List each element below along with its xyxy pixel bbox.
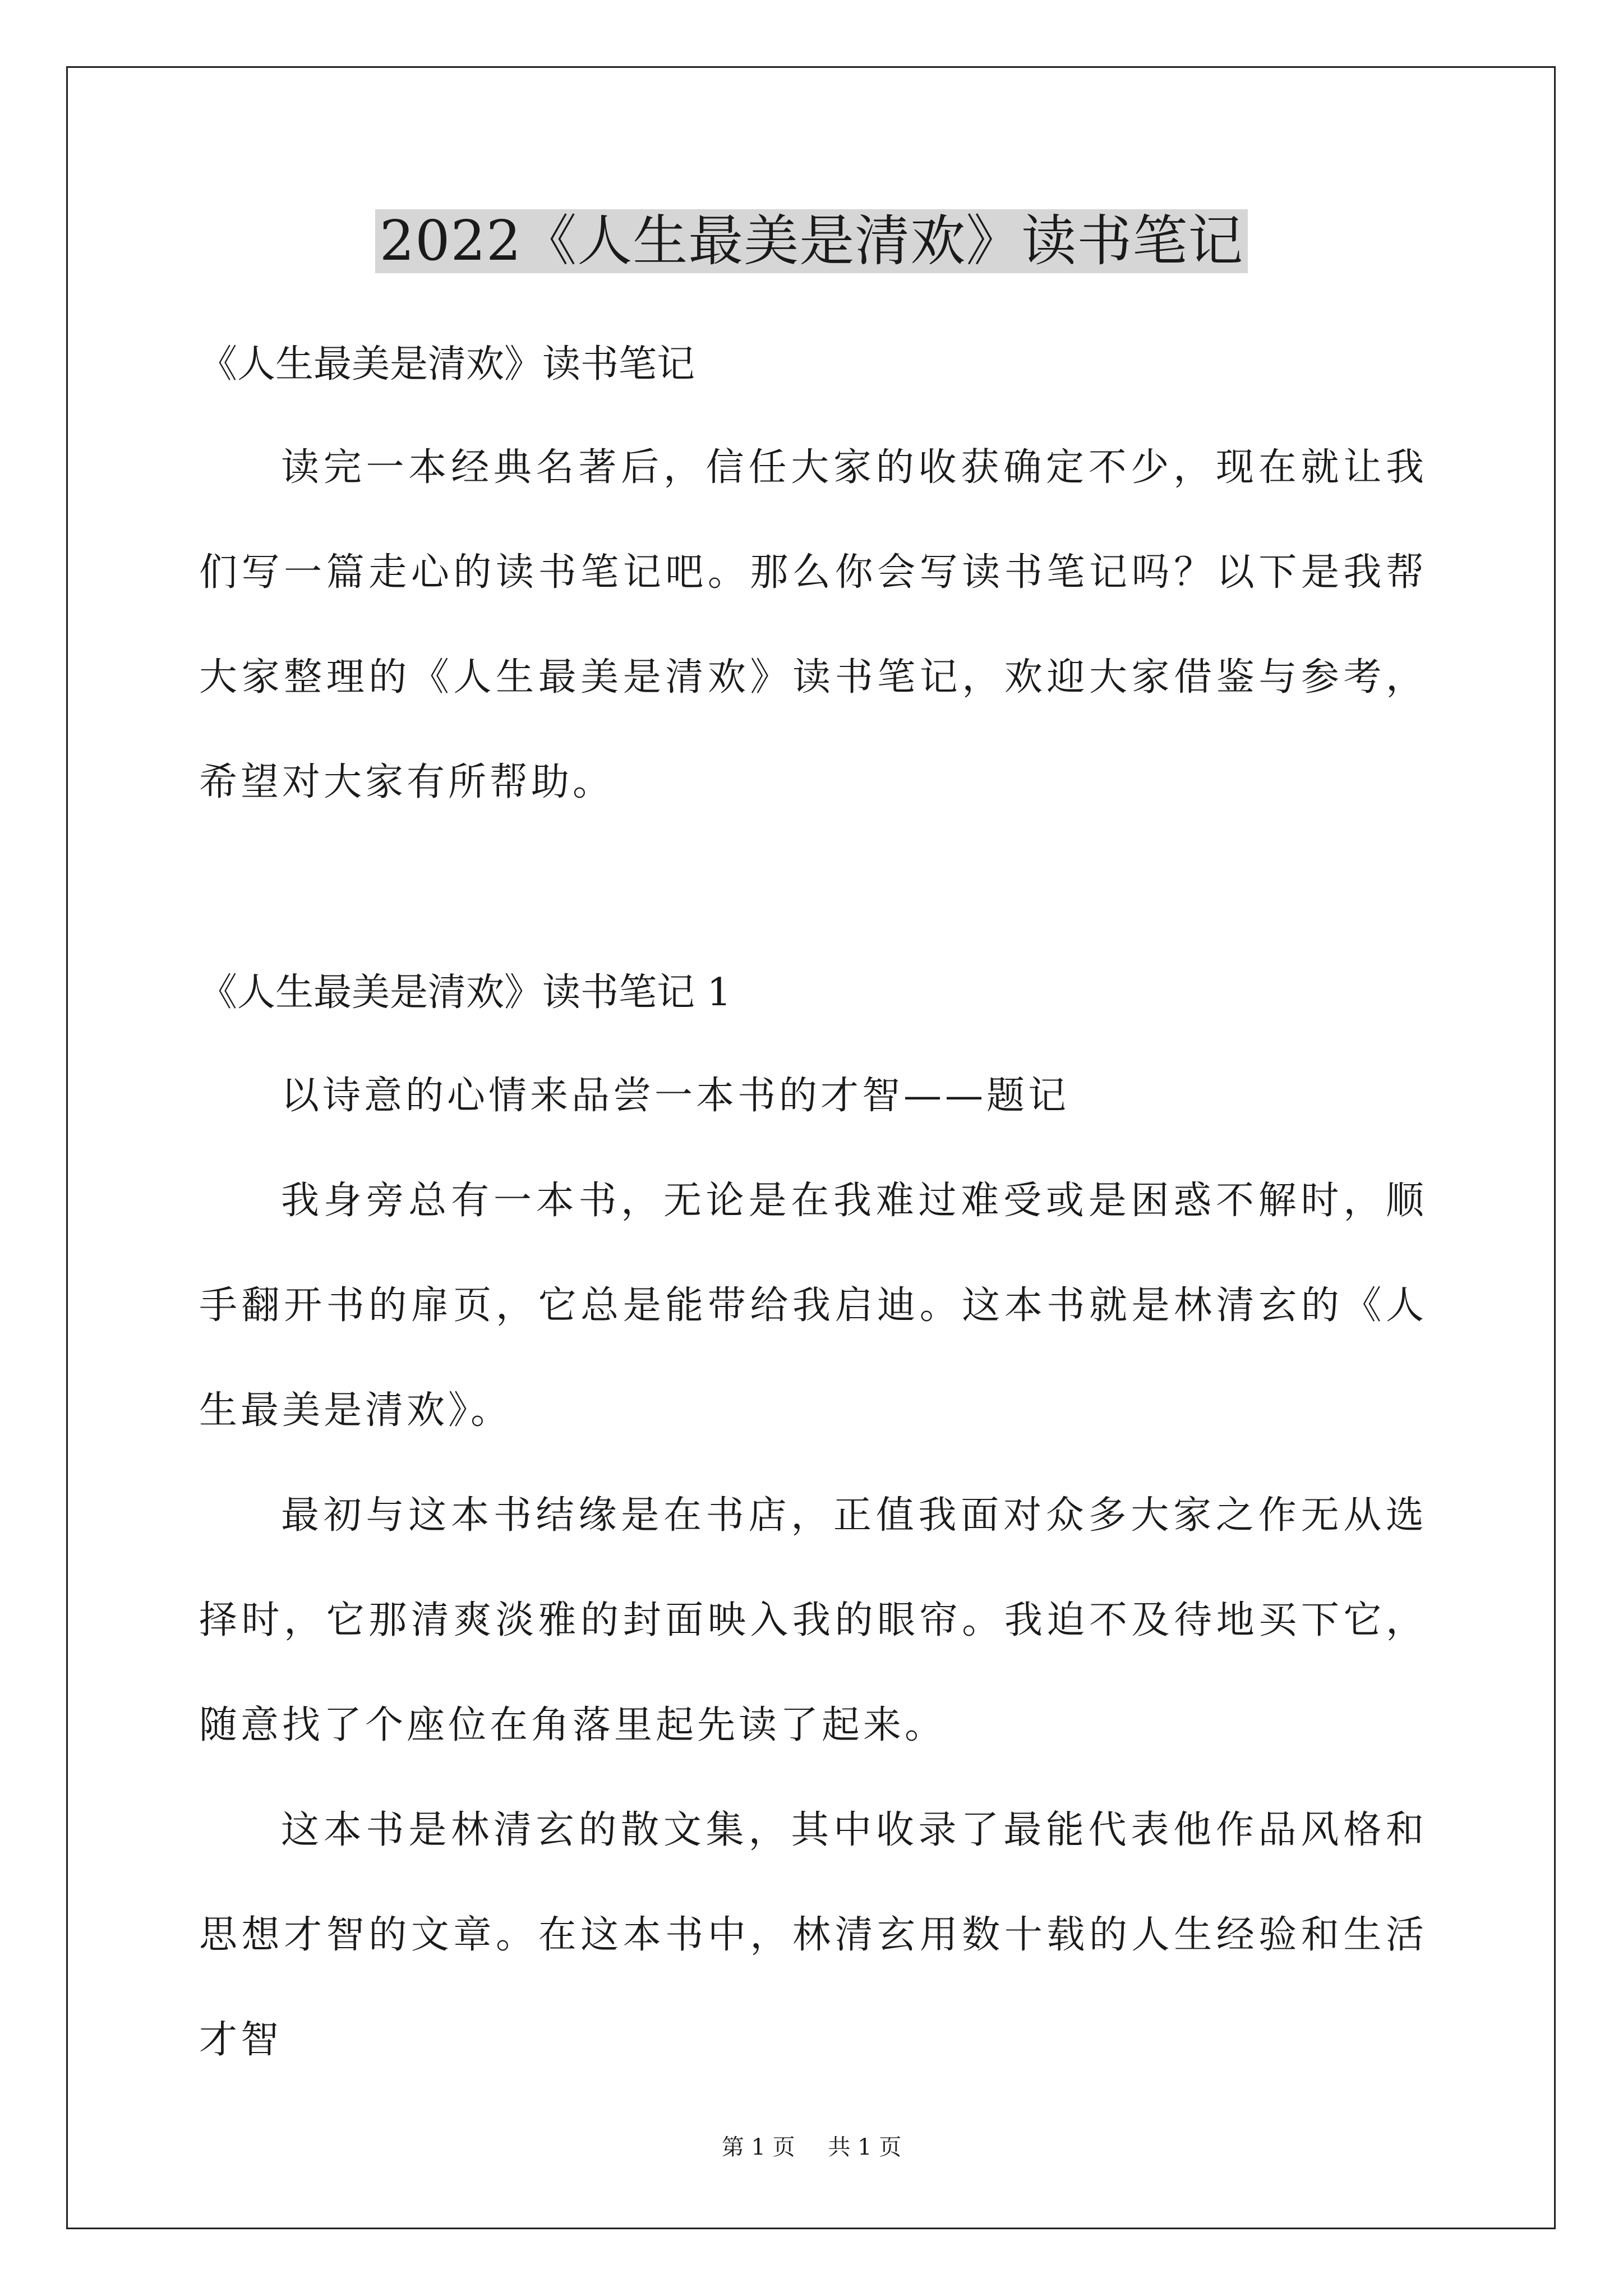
page-number: 第 1 页 — [721, 2134, 795, 2160]
document-body — [199, 314, 1427, 2092]
page-total: 共 1 页 — [828, 2134, 902, 2160]
page-footer — [0, 2132, 1623, 2163]
document-title — [0, 206, 1623, 276]
body-paragraph: 我身旁总有一本书，无论是在我难过难受或是困惑不解时，顺手翻开书的扉页，它总是能带给我启迪。这本书就是林清玄的《人生最美是清欢》。 — [199, 1179, 1427, 1433]
section-heading: 《人生最美是清欢》读书笔记 1 — [199, 970, 731, 1015]
intro-paragraph: 读完一本经典名著后，信任大家的收获确定不少，现在就让我们写一篇走心的读书笔记吧。那么你会写读书笔记吗？以下是我帮大家整理的《人生最美是清欢》读书笔记，欢迎大家借鉴与参考，希望对大家有所帮助。 — [199, 445, 1427, 804]
epigraph-paragraph: 以诗意的心情来品尝一本书的才智——题记 — [281, 1074, 1070, 1118]
body-paragraph: 最初与这本书结缘是在书店，正值我面对众多大家之作无从选择时，它那清爽淡雅的封面映入我的眼帘。我迫不及待地买下它，随意找了个座位在角落里起先读了起来。 — [199, 1493, 1427, 1747]
section-spacer — [199, 835, 1427, 942]
body-paragraph: 这本书是林清玄的散文集，其中收录了最能代表他作品风格和思想才智的文章。在这本书中，林清玄用数十载的人生经验和生活才智 — [199, 1808, 1427, 2062]
title-text: 2022《人生最美是清欢》读书笔记 — [375, 209, 1248, 273]
subtitle: 《人生最美是清欢》读书笔记 — [199, 342, 695, 386]
